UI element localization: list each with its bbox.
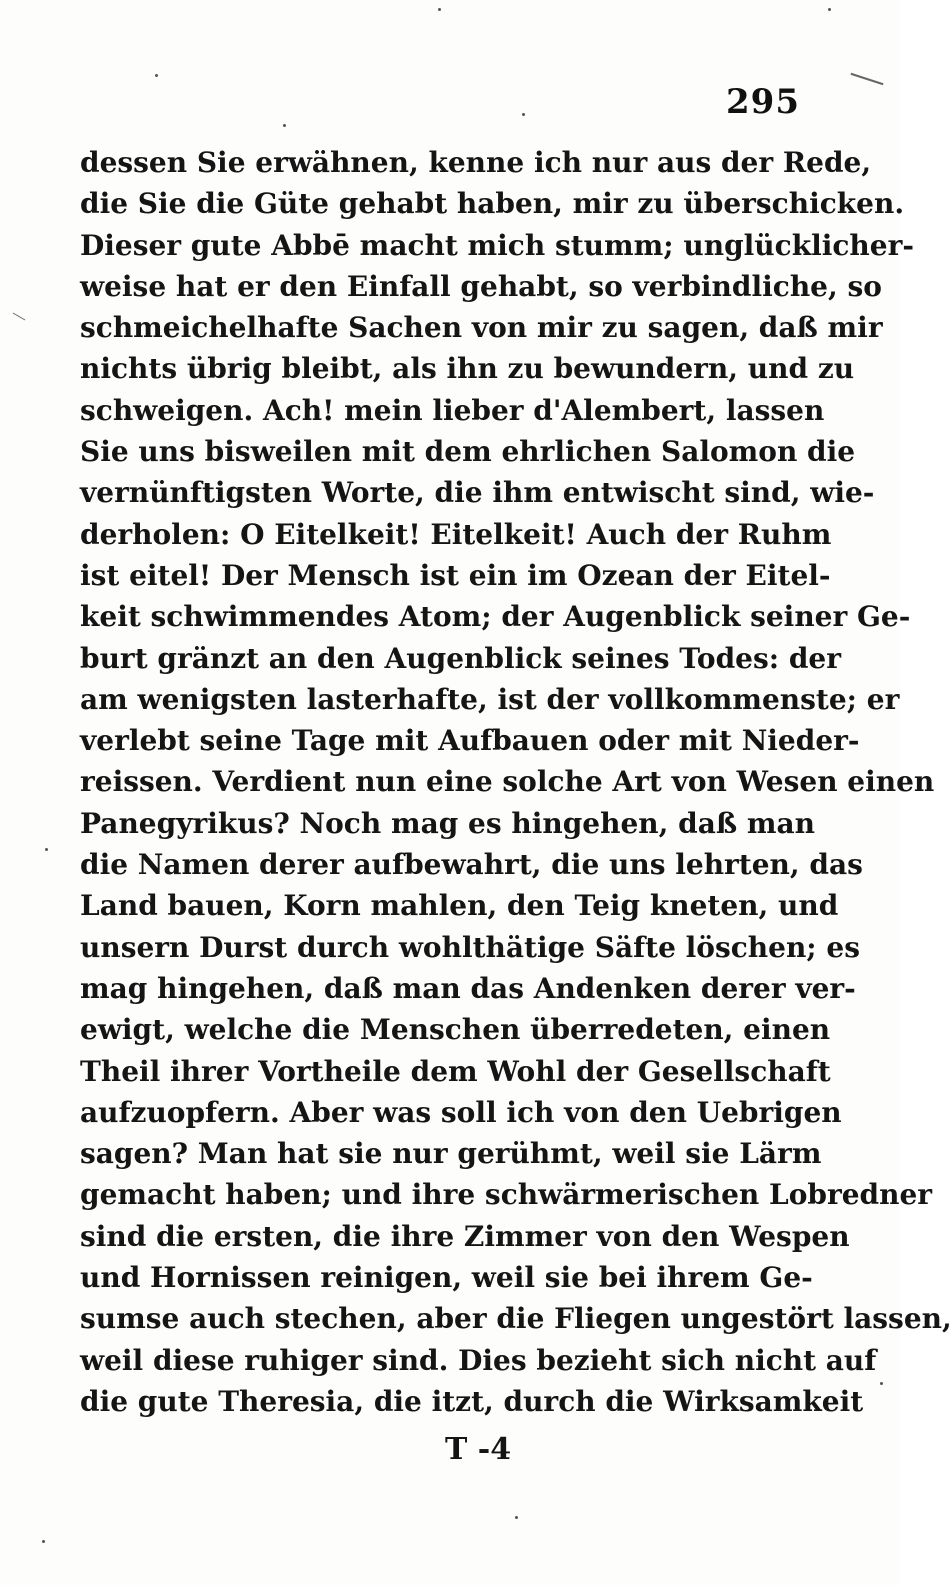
text-line: Theil ihrer Vortheile dem Wohl der Gesellschaft — [80, 1054, 831, 1088]
text-line: gemacht haben; und ihre schwärmerischen Lobredner — [80, 1178, 933, 1212]
text-line: die gute Theresia, die itzt, durch die Wirksamkeit — [80, 1384, 864, 1418]
text-line: Sie uns bisweilen mit dem ehrlichen Salomon die — [80, 435, 856, 469]
text-line: aufzuopfern. Aber was soll ich von den Uebrigen — [80, 1095, 842, 1129]
text-line: weil diese ruhiger sind. Dies bezieht sich nicht auf — [80, 1343, 877, 1377]
text-line: reissen. Verdient nun eine solche Art von Wesen einen — [80, 765, 935, 799]
text-line: sumse auch stechen, aber die Fliegen ungestört lassen, — [80, 1302, 952, 1336]
scan-speck — [828, 8, 831, 11]
body-text — [80, 142, 952, 1422]
text-line: keit schwimmendes Atom; der Augenblick seiner Ge- — [80, 600, 911, 634]
text-line: Panegyrikus? Noch mag es hingehen, daß man — [80, 806, 816, 840]
text-line: dessen Sie erwähnen, kenne ich nur aus der Rede, — [80, 146, 872, 179]
text-line: und Hornissen reinigen, weil sie bei ihrem Ge- — [80, 1261, 813, 1295]
text-line: ist eitel! Der Mensch ist ein im Ozean der Eitel- — [80, 558, 831, 592]
text-line: Dieser gute Abbē macht mich stumm; unglücklicher- — [80, 228, 914, 262]
signature-mark: T -4 — [445, 1432, 512, 1467]
text-line: weise hat er den Einfall gehabt, so verbindliche, so — [80, 269, 882, 303]
text-line: ewigt, welche die Menschen überredeten, einen — [80, 1013, 831, 1047]
text-line: die Namen derer aufbewahrt, die uns lehrten, das — [80, 848, 863, 882]
text-line: schmeichelhafte Sachen von mir zu sagen, daß mir — [80, 311, 883, 345]
text-line: verlebt seine Tage mit Aufbauen oder mit Nieder- — [80, 724, 860, 758]
page-number: 295 — [726, 82, 800, 122]
text-line: am wenigsten lasterhafte, ist der vollkommenste; er — [80, 682, 900, 716]
text-line: vernünftigsten Worte, die ihm entwischt sind, wie- — [80, 476, 875, 510]
text-line: sind die ersten, die ihre Zimmer von den Wespen — [80, 1219, 850, 1253]
scan-speck — [438, 8, 441, 11]
text-line: unsern Durst durch wohlthätige Säfte löschen; es — [80, 930, 860, 964]
text-line: derholen: O Eitelkeit! Eitelkeit! Auch der Ruhm — [80, 517, 832, 551]
text-line: nichts übrig bleibt, als ihn zu bewundern, und zu — [80, 352, 855, 386]
scan-speck — [515, 1516, 518, 1519]
text-line: Land bauen, Korn mahlen, den Teig kneten, und — [80, 889, 839, 923]
scan-scratch — [851, 73, 884, 85]
text-line: burt gränzt an den Augenblick seines Todes: der — [80, 641, 841, 675]
text-line: sagen? Man hat sie nur gerühmt, weil sie Lärm — [80, 1137, 822, 1171]
scan-speck — [522, 113, 525, 116]
scan-speck — [283, 124, 286, 127]
scan-scratch — [13, 313, 26, 321]
scan-speck — [880, 1382, 883, 1385]
scan-speck — [45, 848, 48, 851]
text-line: die Sie die Güte gehabt haben, mir zu überschicken. — [80, 187, 905, 221]
scan-speck — [42, 1540, 45, 1543]
text-line: schweigen. Ach! mein lieber d'Alembert, lassen — [80, 393, 825, 427]
scan-speck — [155, 74, 158, 77]
text-line: mag hingehen, daß man das Andenken derer ver- — [80, 971, 856, 1005]
